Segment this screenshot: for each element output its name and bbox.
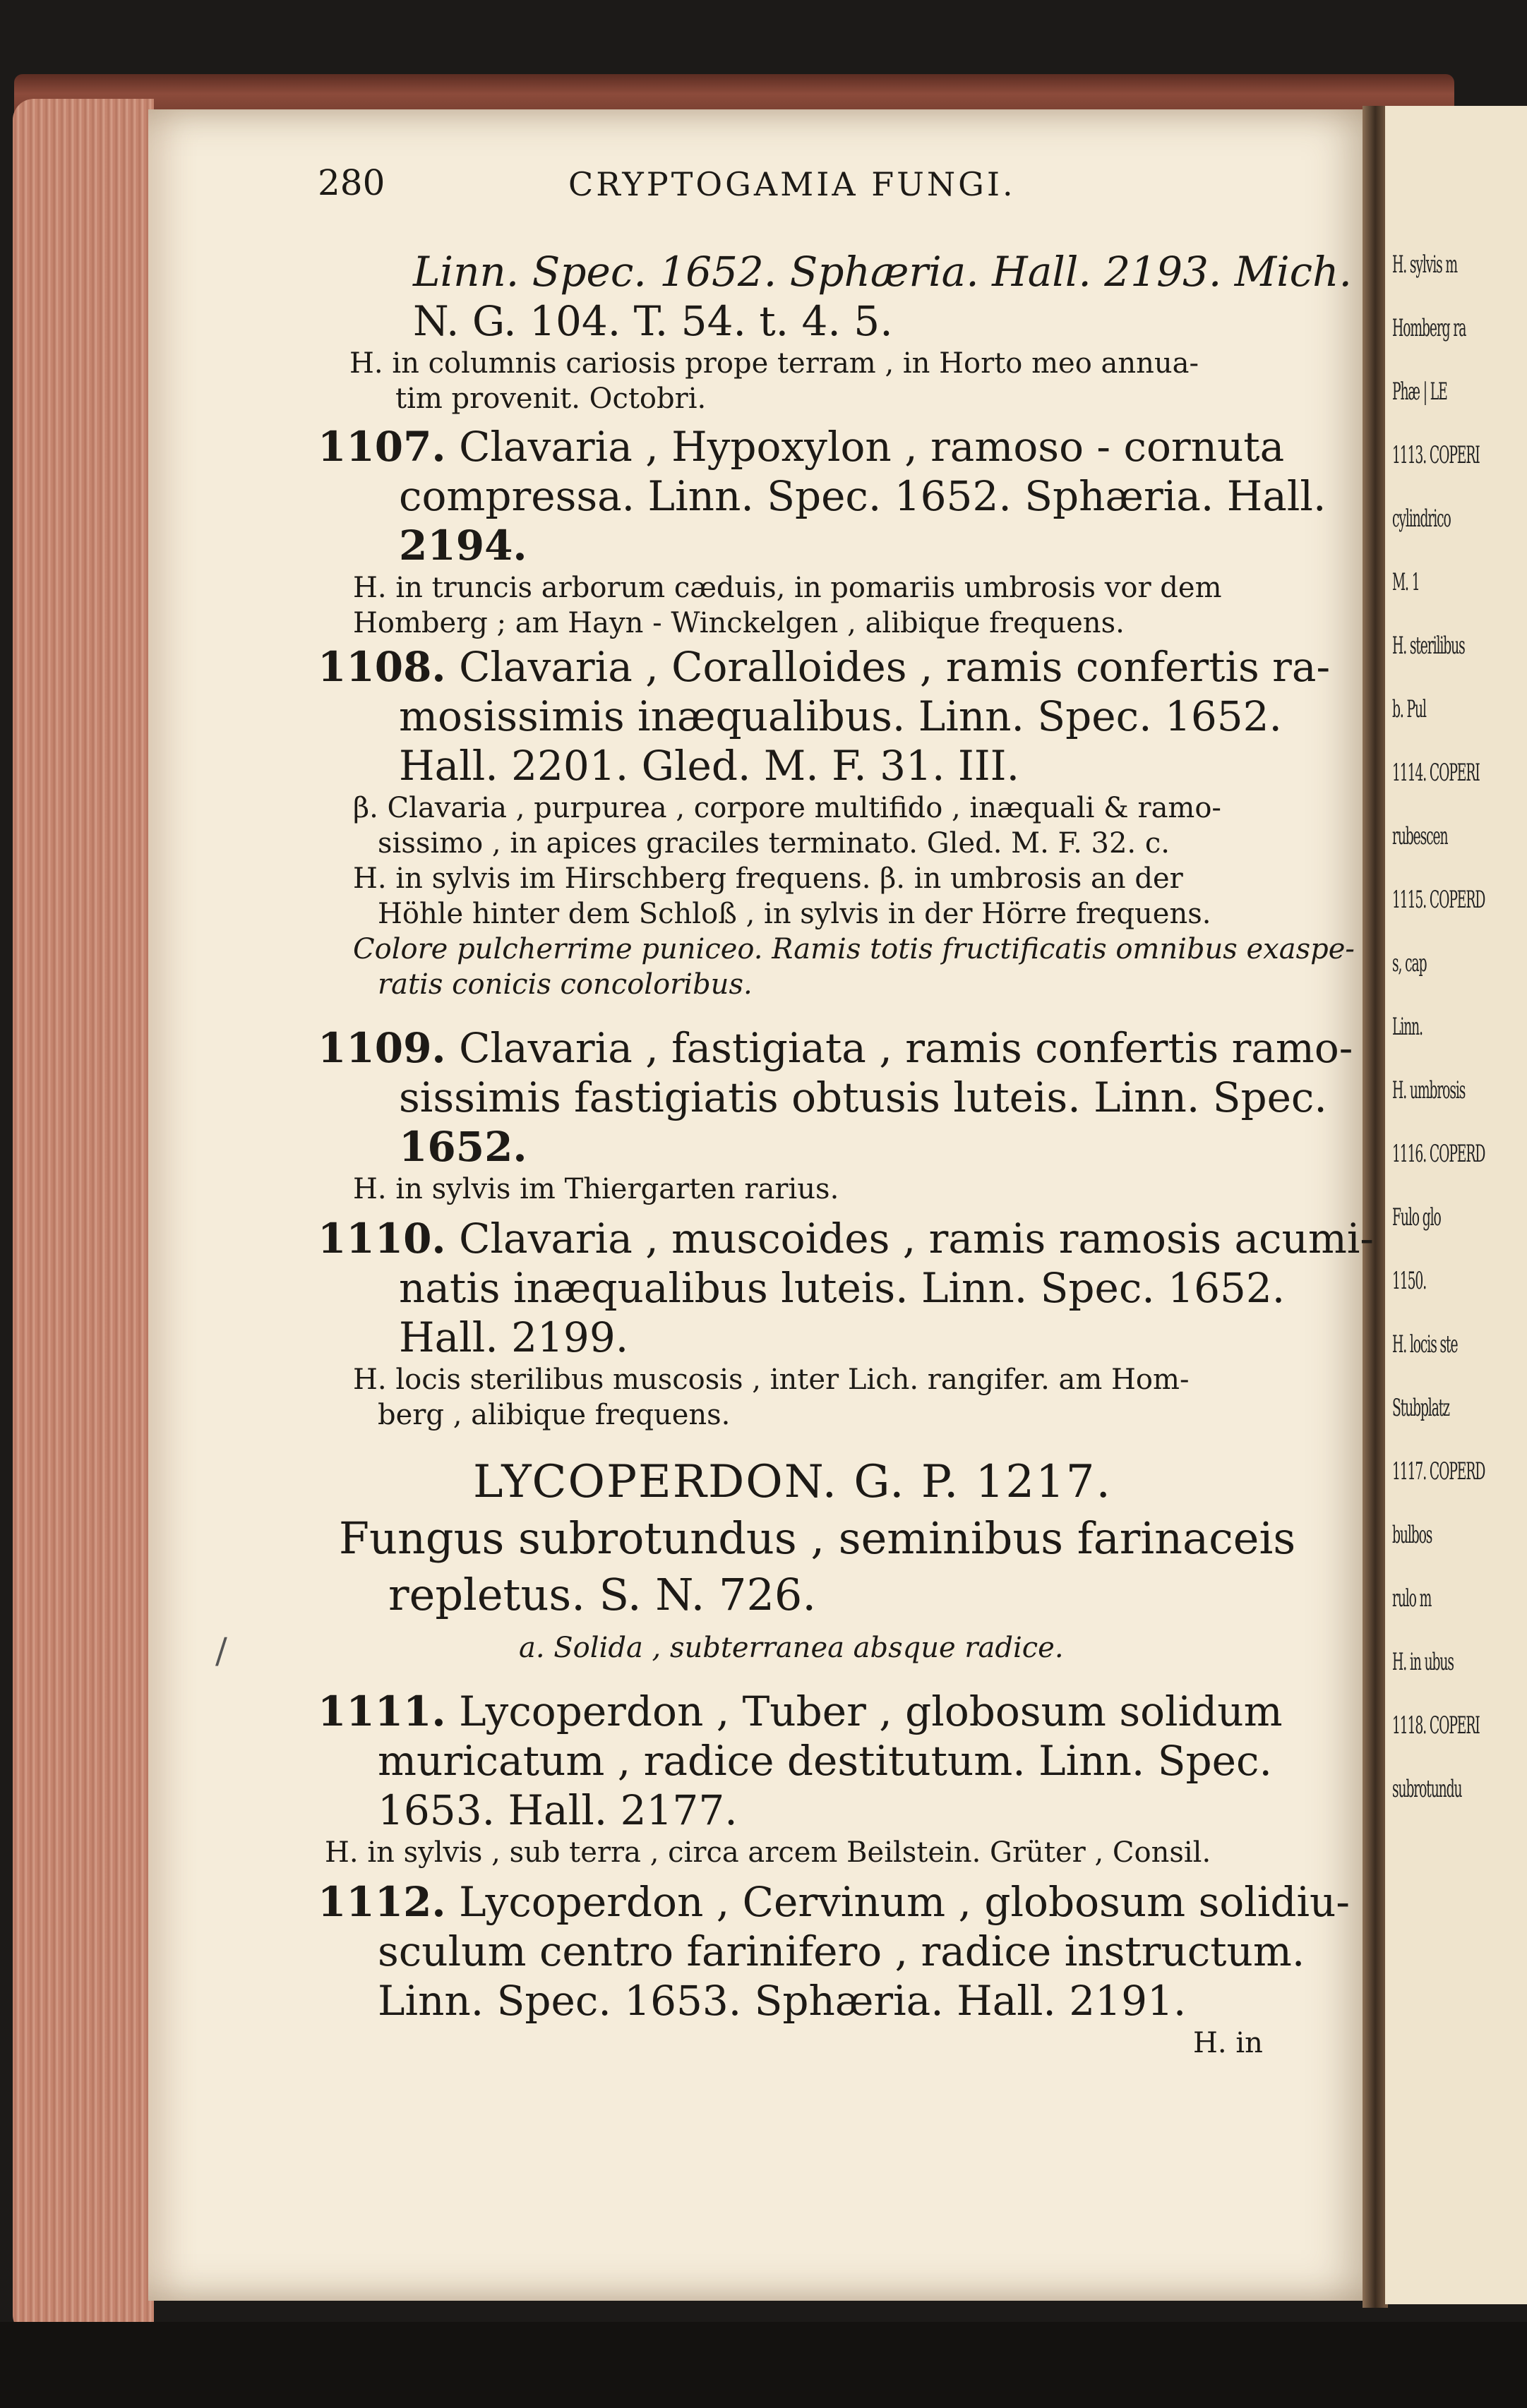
description-line: natis inæqualibus luteis. Linn. Spec. 1652. bbox=[399, 1264, 1286, 1312]
right-page-line: Linn. bbox=[1392, 1013, 1423, 1041]
page-header bbox=[318, 162, 1306, 219]
right-page-line: 1113. COPERI bbox=[1392, 441, 1480, 469]
right-page-line: Homberg ra bbox=[1392, 314, 1466, 342]
species-name: Lycoperdon , Cervinum , globosum solidiu- bbox=[459, 1878, 1350, 1926]
description-line: 1652. bbox=[399, 1123, 527, 1171]
right-page-line: 1116. COPERD bbox=[1392, 1140, 1485, 1168]
entry-number: 1108. bbox=[318, 643, 446, 691]
entry-number: 1107. bbox=[318, 423, 446, 471]
species-name: Clavaria , Hypoxylon , ramoso - cornuta bbox=[459, 423, 1285, 471]
background-bottom bbox=[0, 2322, 1527, 2408]
description-line: Hall. 2201. Gled. M. F. 31. III. bbox=[399, 742, 1020, 790]
note-line: ratis conicis concoloribus. bbox=[378, 968, 753, 1001]
description-line: sissimis fastigiatis obtusis luteis. Linn. Spec. bbox=[399, 1073, 1327, 1121]
species-entry-1107 bbox=[318, 422, 1327, 641]
page-fore-edge bbox=[13, 99, 154, 2336]
species-entry-1112 bbox=[318, 1877, 1350, 2061]
habitat-line: H. in truncis arborum cæduis, in pomariis umbrosis vor dem bbox=[353, 572, 1222, 604]
habitat-line: H. in columnis cariosis prope terram , in Horto meo annua- bbox=[349, 347, 1199, 380]
right-page-line: H. umbrosis bbox=[1392, 1076, 1466, 1104]
right-page-line: 1115. COPERD bbox=[1392, 886, 1485, 914]
running-title: CRYPTOGAMIA FUNGI. bbox=[568, 165, 1016, 203]
entry-number: 1112. bbox=[318, 1878, 446, 1926]
habitat-line: tim provenit. Octobri. bbox=[395, 383, 707, 415]
genus-description: repletus. S. N. 726. bbox=[388, 1569, 817, 1620]
catchword: H. in bbox=[1193, 2027, 1263, 2059]
description-line: Hall. 2199. bbox=[399, 1313, 629, 1361]
right-page-line: cylindrico bbox=[1392, 505, 1451, 533]
book-gutter bbox=[1363, 106, 1388, 2308]
entry-number: 1110. bbox=[318, 1215, 446, 1263]
right-page-line: 1117. COPERD bbox=[1392, 1457, 1485, 1486]
species-name: Clavaria , fastigiata , ramis confertis ramo- bbox=[459, 1024, 1353, 1072]
genus-description: Fungus subrotundus , seminibus farinaceis bbox=[339, 1512, 1296, 1564]
habitat-line: H. in sylvis im Thiergarten rarius. bbox=[353, 1173, 839, 1205]
right-page-text bbox=[1392, 233, 1526, 1821]
right-page-line: Stubplatz bbox=[1392, 1394, 1449, 1422]
species-entry-1111 bbox=[318, 1687, 1306, 1870]
variety-line: β. Clavaria , purpurea , corpore multifido , inæquali & ramo- bbox=[353, 792, 1221, 824]
genus-block bbox=[318, 1454, 1306, 1673]
species-entry-1109 bbox=[318, 1023, 1353, 1207]
description-line: compressa. Linn. Spec. 1652. Sphæria. Hall. bbox=[399, 472, 1327, 520]
page-content bbox=[318, 162, 1375, 2059]
right-page-line: H. sylvis m bbox=[1392, 251, 1458, 279]
right-page-line: 1150. bbox=[1392, 1267, 1427, 1295]
species-entry-1110 bbox=[318, 1214, 1375, 1433]
description-line: Linn. Spec. 1653. Sphæria. Hall. 2191. bbox=[378, 1977, 1187, 2025]
right-page-line: Phæ | LE bbox=[1392, 378, 1447, 406]
genus-heading: LYCOPERDON. G. P. 1217. bbox=[473, 1456, 1112, 1508]
right-page-line: rulo m bbox=[1392, 1584, 1432, 1613]
right-page bbox=[1385, 106, 1527, 2304]
pencil-mark: / bbox=[215, 1630, 227, 1671]
reference-line: N. G. 104. T. 54. t. 4. 5. bbox=[413, 297, 893, 345]
right-page-line: b. Pul bbox=[1392, 695, 1426, 723]
continued-entry bbox=[318, 247, 1352, 416]
description-line: 1653. Hall. 2177. bbox=[378, 1786, 738, 1834]
habitat-line: Höhle hinter dem Schloß , in sylvis in der Hörre frequens. bbox=[378, 898, 1211, 930]
entry-number: 1109. bbox=[318, 1024, 446, 1072]
right-page-line: M. 1 bbox=[1392, 568, 1420, 596]
right-page-line: Fulo glo bbox=[1392, 1203, 1441, 1232]
section-heading: a. Solida , subterranea absque radice. bbox=[519, 1632, 1064, 1664]
right-page-line: bulbos bbox=[1392, 1521, 1432, 1549]
right-page-line: rubescen bbox=[1392, 822, 1448, 850]
variety-line: sissimo , in apices graciles terminato. Gled. M. F. 32. c. bbox=[378, 827, 1170, 860]
right-page-line: 1118. COPERI bbox=[1392, 1711, 1480, 1740]
description-line: 2194. bbox=[399, 522, 527, 570]
species-name: Clavaria , muscoides , ramis ramosis acumi- bbox=[459, 1215, 1375, 1263]
habitat-line: H. in sylvis , sub terra , circa arcem Beilstein. Grüter , Consil. bbox=[325, 1836, 1211, 1869]
right-page-line: subrotundu bbox=[1392, 1775, 1462, 1803]
right-page-line: H. locis ste bbox=[1392, 1330, 1458, 1359]
right-page-line: 1114. COPERI bbox=[1392, 759, 1480, 787]
entry-number: 1111. bbox=[318, 1687, 446, 1735]
species-name: Lycoperdon , Tuber , globosum solidum bbox=[459, 1687, 1283, 1735]
description-line: mosissimis inæqualibus. Linn. Spec. 1652. bbox=[399, 692, 1282, 740]
right-page-line: H. sterilibus bbox=[1392, 632, 1465, 660]
habitat-line: berg , alibique frequens. bbox=[378, 1399, 731, 1431]
habitat-line: Homberg ; am Hayn - Winckelgen , alibique frequens. bbox=[353, 607, 1125, 639]
right-page-line: H. in ubus bbox=[1392, 1648, 1454, 1676]
description-line: muricatum , radice destitutum. Linn. Spec. bbox=[378, 1737, 1272, 1785]
description-line: sculum centro farinifero , radice instructum. bbox=[378, 1927, 1305, 1975]
habitat-line: H. in sylvis im Hirschberg frequens. β. in umbrosis an der bbox=[353, 862, 1183, 895]
species-name: Clavaria , Coralloides , ramis confertis ra- bbox=[459, 643, 1331, 691]
right-page-line: s, cap bbox=[1392, 949, 1427, 977]
habitat-line: H. locis sterilibus muscosis , inter Lich. rangifer. am Hom- bbox=[353, 1363, 1190, 1396]
page-number: 280 bbox=[318, 162, 385, 203]
species-entry-1108 bbox=[318, 642, 1355, 1002]
reference-line: Linn. Spec. 1652. Sphæria. Hall. 2193. Mich. bbox=[413, 248, 1352, 296]
note-line: Colore pulcherrime puniceo. Ramis totis fructificatis omnibus exaspe- bbox=[353, 933, 1355, 965]
